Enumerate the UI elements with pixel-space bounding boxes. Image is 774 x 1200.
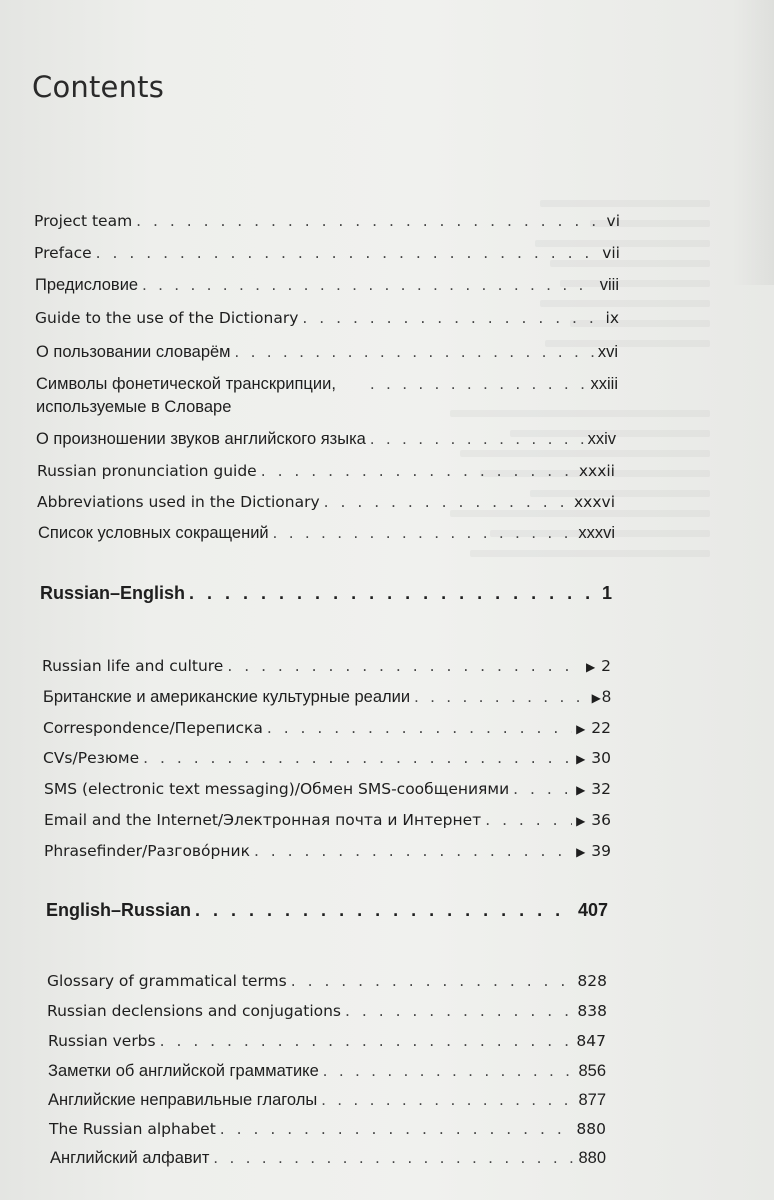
- dot-leader: [142, 272, 596, 298]
- toc-entry-british-american[interactable]: [43, 684, 611, 710]
- toc-page-number: ▶ 36: [576, 811, 611, 829]
- toc-entry-text: Russian pronunciation guide: [37, 462, 257, 480]
- dot-leader: [136, 208, 602, 234]
- toc-entry-pronunciation-en[interactable]: [36, 426, 616, 452]
- toc-page-number: viii: [599, 276, 619, 294]
- toc-entry-text: Guide to the use of the Dictionary: [35, 309, 299, 327]
- toc-page-number: 877: [578, 1091, 606, 1109]
- toc-page-number: xvi: [597, 343, 618, 361]
- dot-leader: [291, 968, 574, 994]
- toc-entry-text: Russian verbs: [48, 1032, 156, 1050]
- toc-entry-text: Заметки об английской грамматике: [48, 1062, 319, 1080]
- toc-page-number: 1: [601, 583, 612, 603]
- toc-entry-preface[interactable]: [34, 240, 620, 266]
- toc-entry-preface-ru[interactable]: [35, 272, 619, 298]
- toc-entry-text: SMS (electronic text messaging)/Обмен SMS-сообщениями: [44, 780, 510, 798]
- toc-entry-text: Preface: [34, 244, 92, 262]
- toc-page-number: ▶8: [591, 688, 611, 706]
- triangle-arrow-icon: ▶: [585, 660, 596, 674]
- dot-leader: [213, 1145, 574, 1171]
- toc-entry-text: The Russian alphabet: [49, 1120, 216, 1138]
- triangle-arrow-icon: ▶: [591, 691, 601, 705]
- dot-leader: [254, 838, 572, 864]
- triangle-arrow-icon: ▶: [576, 783, 586, 797]
- toc-page-number: 856: [578, 1062, 606, 1080]
- triangle-arrow-icon: ▶: [576, 722, 586, 736]
- toc-page-number: 838: [577, 1002, 607, 1020]
- toc-entry-abbreviations-ru[interactable]: [38, 520, 615, 546]
- toc-entry-english-alphabet[interactable]: [50, 1145, 606, 1171]
- toc-entry-russian-life[interactable]: [42, 653, 611, 679]
- dot-leader: [414, 684, 588, 710]
- toc-page-number: 828: [577, 972, 607, 990]
- dot-leader: [345, 998, 573, 1024]
- toc-entry-correspondence[interactable]: [43, 715, 611, 741]
- toc-entry-text: Email and the Internet/Электронная почта и Интернет: [44, 811, 482, 829]
- dot-leader: [227, 653, 582, 679]
- toc-page-number: xxxvi: [578, 524, 615, 542]
- toc-entry-text: Russian life and culture: [42, 657, 224, 675]
- section-english-russian[interactable]: [46, 897, 608, 923]
- toc-entry-text: Correspondence/Переписка: [43, 719, 263, 737]
- page-edge-shadow: [732, 0, 774, 285]
- dot-leader: [273, 520, 575, 546]
- toc-entry-text: Символы фонетической транскрипции, используемые в Словаре: [36, 375, 336, 416]
- dot-leader: [513, 776, 572, 802]
- toc-entry-russian-alphabet[interactable]: [49, 1116, 606, 1142]
- toc-entry-text: Английский алфавит: [50, 1149, 210, 1167]
- toc-page-number: xxxii: [578, 462, 615, 480]
- toc-page-number: vii: [602, 244, 620, 262]
- toc-entry-abbreviations[interactable]: [37, 489, 615, 515]
- toc-entry-text: Project team: [34, 212, 133, 230]
- toc-page-number: xxxvi: [574, 493, 615, 511]
- toc-entry-text: CVs/Резюме: [43, 749, 140, 767]
- dot-leader: [96, 240, 599, 266]
- toc-entry-english-grammar-notes[interactable]: [48, 1058, 606, 1084]
- toc-page-number: 880: [576, 1120, 606, 1138]
- toc-entry-sms[interactable]: [44, 776, 611, 802]
- dot-leader: [370, 426, 584, 452]
- toc-entry-email-internet[interactable]: [44, 807, 611, 833]
- toc-entry-irregular-verbs[interactable]: [48, 1087, 606, 1113]
- toc-entry-declensions[interactable]: [47, 998, 607, 1024]
- dot-leader: [370, 373, 587, 396]
- dot-leader: [195, 897, 574, 923]
- section-russian-english[interactable]: [40, 580, 612, 606]
- dot-leader: [261, 458, 575, 484]
- toc-page-number: ▶ 2: [585, 657, 611, 675]
- toc-entry-guide[interactable]: [35, 305, 619, 331]
- dot-leader: [189, 580, 598, 606]
- toc-entry-text: Abbreviations used in the Dictionary: [37, 493, 320, 511]
- toc-page-number: 407: [577, 900, 608, 920]
- dot-leader: [321, 1087, 574, 1113]
- toc-page-number: ▶ 32: [576, 780, 611, 798]
- toc-entry-cvs[interactable]: [43, 745, 611, 771]
- toc-entry-text: Glossary of grammatical terms: [47, 972, 287, 990]
- toc-page-number: 847: [576, 1032, 606, 1050]
- toc-page-number: ▶ 39: [576, 842, 611, 860]
- section-heading-text: Russian–English: [40, 583, 186, 603]
- toc-entry-project-team[interactable]: [34, 208, 620, 234]
- page-title: Contents: [32, 70, 165, 104]
- toc-entry-russian-pronunciation[interactable]: [37, 458, 615, 484]
- toc-entry-text: Британские и американские культурные реалии: [43, 688, 411, 706]
- dot-leader: [160, 1028, 573, 1054]
- section-heading-text: English–Russian: [46, 900, 192, 920]
- toc-page-number: 880: [578, 1149, 606, 1167]
- toc-entry-text: Предисловие: [35, 276, 139, 294]
- toc-page-number: xxiii: [590, 375, 618, 393]
- dot-leader: [302, 305, 601, 331]
- toc-page-number: xxiv: [587, 430, 616, 448]
- toc-entry-text: О пользовании словарём: [36, 343, 231, 361]
- toc-entry-text: Английские неправильные глаголы: [48, 1091, 318, 1109]
- triangle-arrow-icon: ▶: [576, 752, 586, 766]
- dot-leader: [324, 489, 570, 515]
- toc-entry-text: Phrasefinder/Разговóрник: [44, 842, 250, 860]
- toc-entry-text: Russian declensions and conjugations: [47, 1002, 342, 1020]
- toc-page-number: vi: [606, 212, 620, 230]
- toc-entry-text: О произношении звуков английского языка: [36, 430, 366, 448]
- toc-entry-russian-verbs[interactable]: [48, 1028, 606, 1054]
- toc-page-number: ▶ 30: [576, 749, 611, 767]
- dot-leader: [485, 807, 572, 833]
- toc-page-number: ix: [605, 309, 619, 327]
- toc-page-number: ▶ 22: [576, 719, 611, 737]
- toc-entry-guide-ru[interactable]: [36, 339, 618, 365]
- toc-entry-phonetic-symbols[interactable]: [36, 373, 618, 423]
- dot-leader: [235, 339, 594, 365]
- triangle-arrow-icon: ▶: [576, 845, 586, 859]
- toc-entry-text: Список условных сокращений: [38, 524, 269, 542]
- dot-leader: [220, 1116, 573, 1142]
- triangle-arrow-icon: ▶: [576, 814, 586, 828]
- toc-entry-glossary[interactable]: [47, 968, 607, 994]
- toc-entry-phrasefinder[interactable]: [44, 838, 611, 864]
- dot-leader: [267, 715, 572, 741]
- dot-leader: [143, 745, 572, 771]
- dot-leader: [323, 1058, 575, 1084]
